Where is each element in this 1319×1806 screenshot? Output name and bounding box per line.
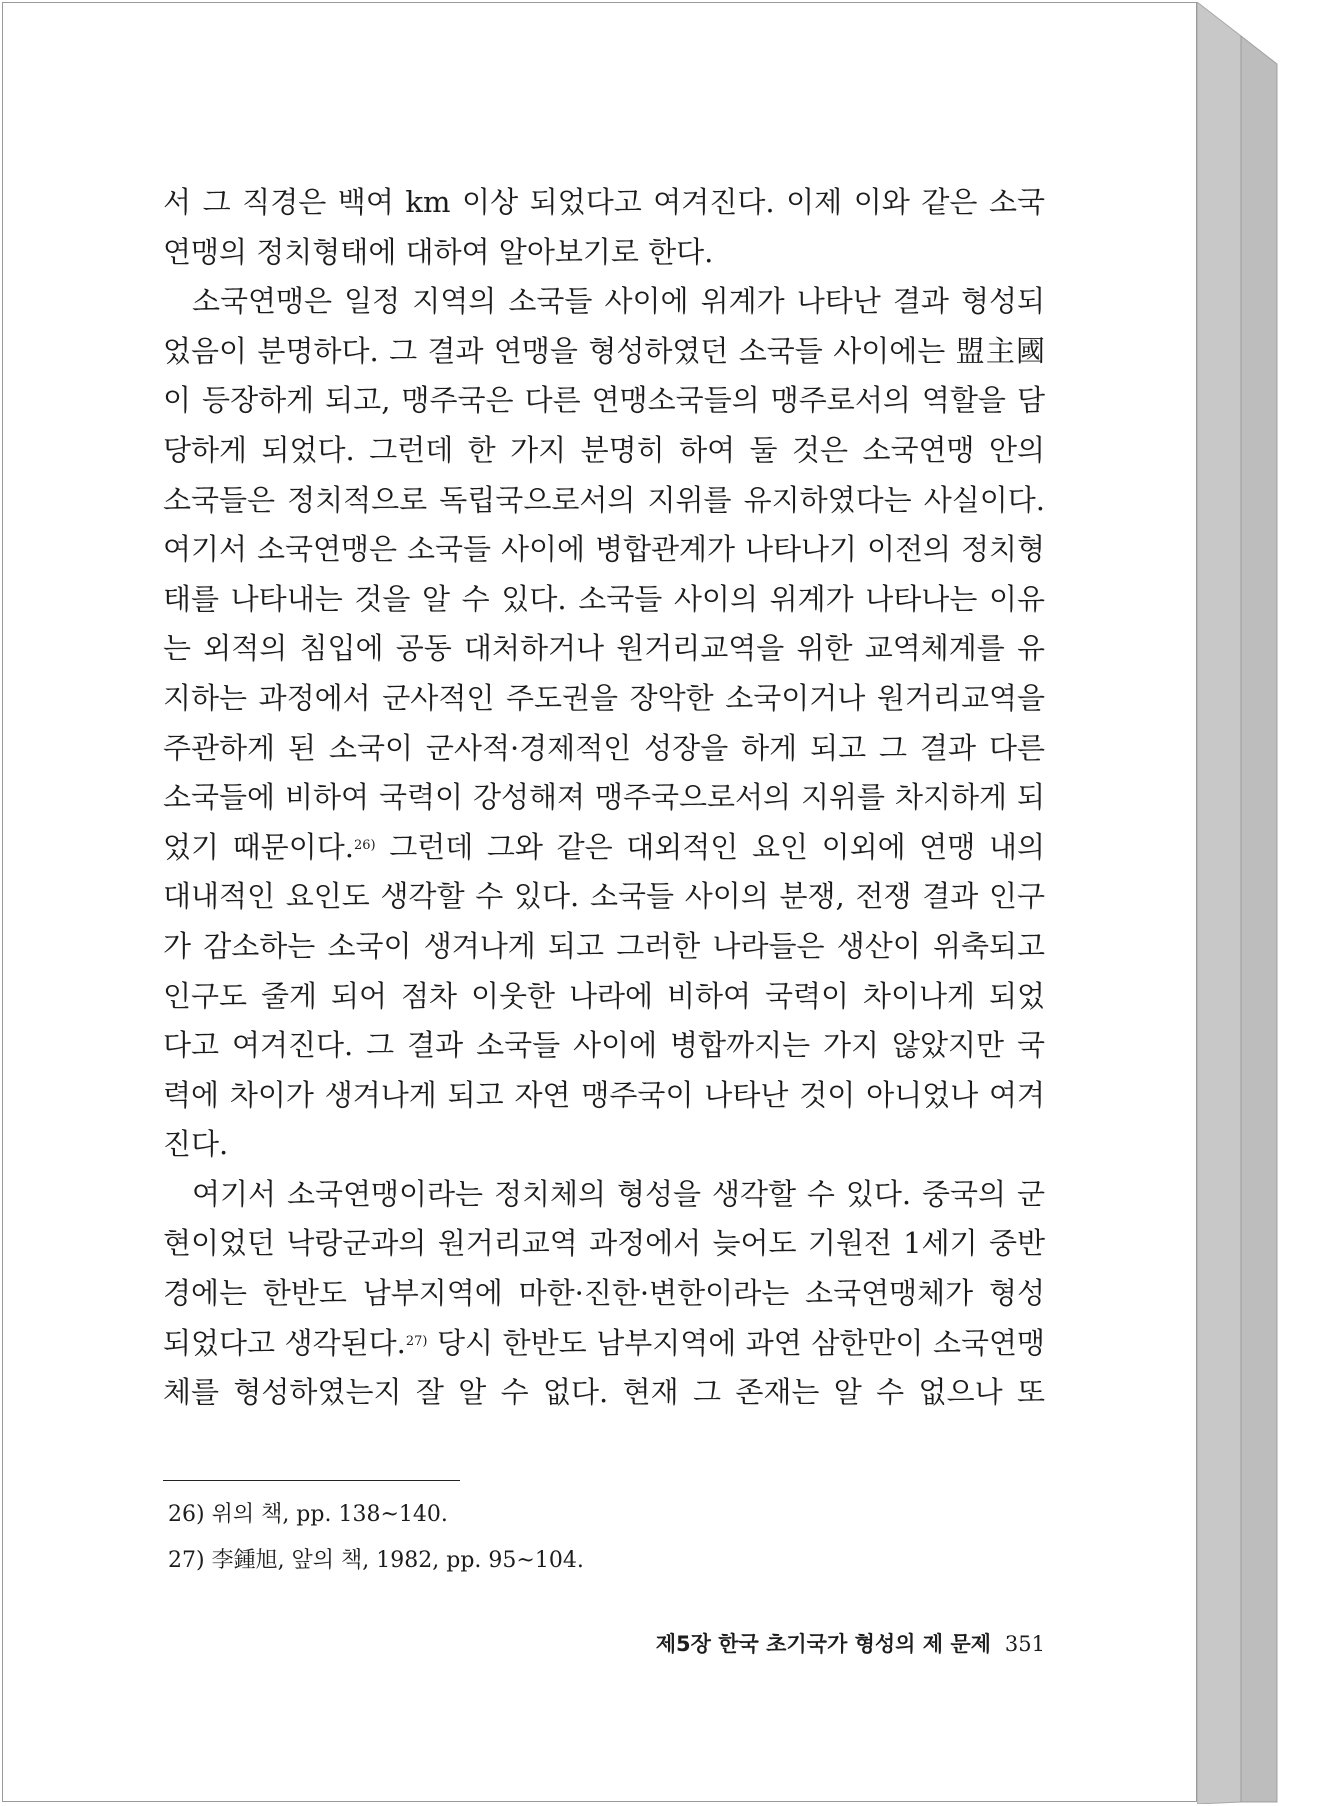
- text-line: 당하게 되었다. 그런데 한 가지 분명히 하여 둘 것은 소국연맹 안의: [163, 432, 1045, 467]
- text-line: 력에 차이가 생겨나게 되고 자연 맹주국이 나타난 것이 아니었나 여겨: [163, 1077, 1045, 1112]
- page-number: 351: [1004, 1632, 1045, 1656]
- text-line: 는 외적의 침입에 공동 대처하거나 원거리교역을 위한 교역체계를 유: [163, 631, 1045, 666]
- footnote-marker: 26): [353, 837, 376, 853]
- footnote-27: 27) 李鍾旭, 앞의 책, 1982, pp. 95~104.: [168, 1548, 584, 1573]
- text-line: 진다.: [163, 1127, 229, 1162]
- body-text: [163, 178, 1045, 1418]
- text-line: 소국연맹은 일정 지역의 소국들 사이에 위계가 나타난 결과 형성되: [192, 284, 1045, 319]
- text-line: 여기서 소국연맹이라는 정치체의 형성을 생각할 수 있다. 중국의 군: [192, 1176, 1045, 1211]
- text-line: 었음이 분명하다. 그 결과 연맹을 형성하였던 소국들 사이에는 盟主國: [163, 333, 1045, 368]
- text-line: 소국들에 비하여 국력이 강성해져 맹주국으로서의 지위를 차지하게 되: [163, 780, 1045, 815]
- text-segment: 당시 한반도 남부지역에 과연 삼한만이 소국연맹: [437, 1325, 1046, 1360]
- footnote-marker: 27): [405, 1333, 428, 1349]
- text-line: 연맹의 정치형태에 대하여 알아보기로 한다.: [163, 234, 714, 269]
- text-line: 가 감소하는 소국이 생겨나게 되고 그러한 나라들은 생산이 위축되고: [163, 928, 1045, 963]
- footnote-divider: [163, 1480, 460, 1481]
- running-footer: [597, 1628, 1045, 1658]
- text-segment: 그런데 그와 같은 대외적인 요인 이외에 연맹 내의: [389, 829, 1046, 864]
- text-line: 주관하게 된 소국이 군사적·경제적인 성장을 하게 되고 그 결과 다른: [163, 730, 1045, 765]
- text-line-with-footnote: [163, 1319, 1045, 1369]
- text-line: 경에는 한반도 남부지역에 마한·진한·변한이라는 소국연맹체가 형성: [163, 1276, 1045, 1311]
- text-line: 인구도 줄게 되어 점차 이웃한 나라에 비하여 국력이 차이나게 되었: [163, 978, 1045, 1013]
- text-line: 서 그 직경은 백여 km 이상 되었다고 여겨진다. 이제 이와 같은 소국: [163, 185, 1045, 219]
- page-stack-edge: [1197, 2, 1317, 1804]
- chapter-title: 제5장 한국 초기국가 형성의 제 문제: [655, 1632, 991, 1656]
- text-line: 소국들은 정치적으로 독립국으로서의 지위를 유지하였다는 사실이다.: [163, 482, 1045, 517]
- footnote-26: 26) 위의 책, pp. 138~140.: [168, 1502, 448, 1527]
- text-line: 태를 나타내는 것을 알 수 있다. 소국들 사이의 위계가 나타나는 이유: [163, 581, 1045, 616]
- text-line: 체를 형성하였는지 잘 알 수 없다. 현재 그 존재는 알 수 없으나 또: [163, 1375, 1045, 1410]
- text-line: 현이었던 낙랑군과의 원거리교역 과정에서 늦어도 기원전 1세기 중반: [163, 1226, 1045, 1261]
- text-line: 대내적인 요인도 생각할 수 있다. 소국들 사이의 분쟁, 전쟁 결과 인구: [163, 879, 1045, 914]
- text-segment: 었기 때문이다.: [163, 829, 354, 864]
- text-segment: 되었다고 생각된다.: [163, 1325, 406, 1360]
- footnotes: [168, 1492, 584, 1584]
- text-line: 지하는 과정에서 군사적인 주도권을 장악한 소국이거나 원거리교역을: [163, 680, 1045, 715]
- text-line: 다고 여겨진다. 그 결과 소국들 사이에 병합까지는 가지 않았지만 국: [163, 1028, 1045, 1063]
- text-line: 여기서 소국연맹은 소국들 사이에 병합관계가 나타나기 이전의 정치형: [163, 532, 1045, 567]
- text-line: 이 등장하게 되고, 맹주국은 다른 연맹소국들의 맹주로서의 역할을 담: [163, 383, 1045, 418]
- text-line-with-footnote: [163, 823, 1045, 873]
